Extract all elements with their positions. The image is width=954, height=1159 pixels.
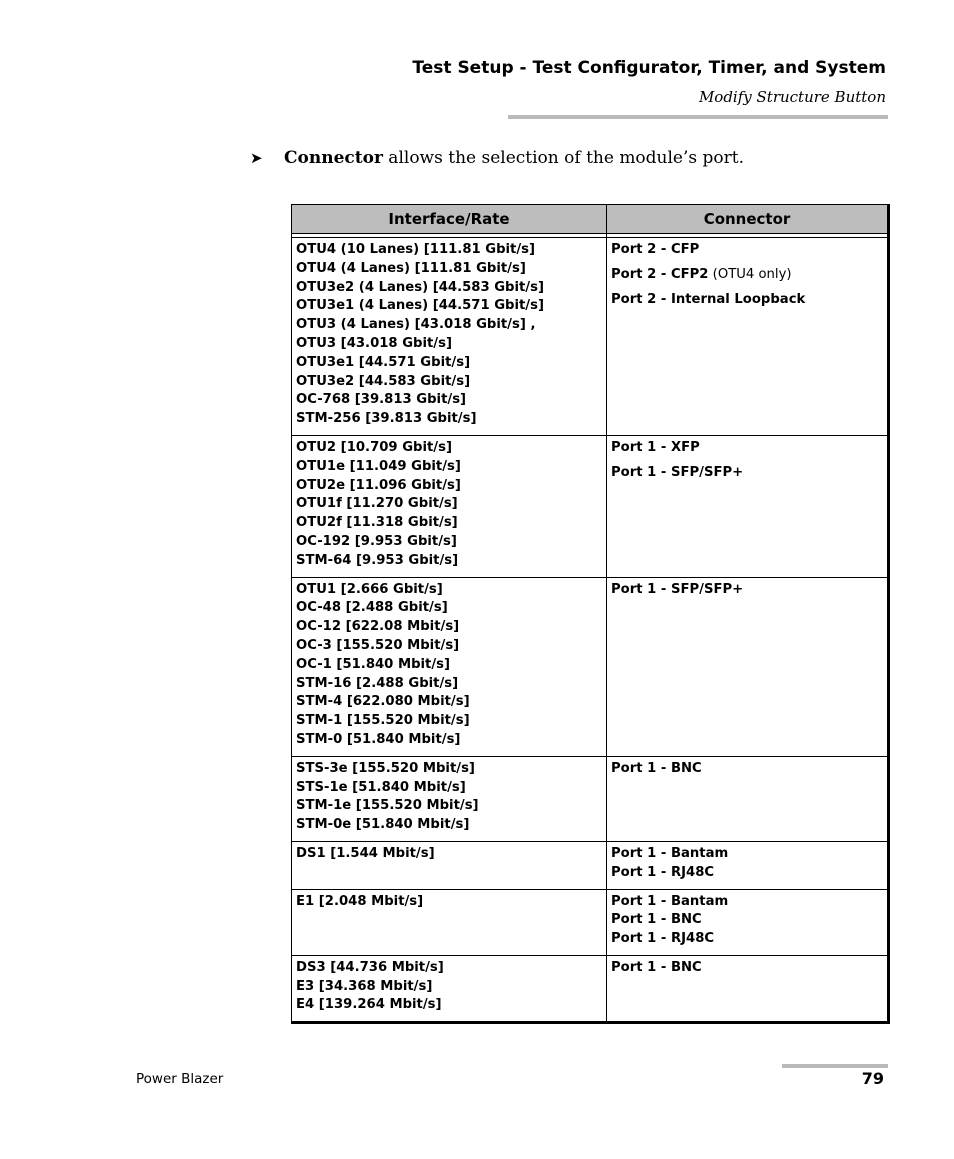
interface-rate-item: STS-3e [155.520 Mbit/s] [296, 760, 475, 776]
column-header-connector: Connector [607, 205, 889, 234]
interface-rate-item: STS-1e [51.840 Mbit/s] [296, 779, 466, 795]
table-body [292, 238, 889, 1023]
footer-product-name: Power Blazer [136, 1071, 224, 1087]
connector-item [611, 241, 883, 260]
interface-rate-item: OTU1e [11.049 Gbit/s] [296, 458, 461, 474]
connector-label: Port 2 - CFP [611, 242, 700, 257]
interface-rate-item: OTU2e [11.096 Gbit/s] [296, 477, 461, 493]
table-header-row [292, 205, 889, 234]
connector-item [611, 893, 883, 912]
interface-rate-item: OC-768 [39.813 Gbit/s] [296, 392, 467, 408]
connector-cell [607, 756, 889, 841]
connector-label: Port 1 - Bantam [611, 845, 729, 861]
interface-rate-item: OTU4 (4 Lanes) [111.81 Gbit/s] [296, 260, 526, 276]
interface-rate-item: STM-1e [155.520 Mbit/s] [296, 798, 479, 814]
interface-rate-item: OTU3e2 (4 Lanes) [44.583 Gbit/s] [296, 279, 544, 295]
interface-rate-item: STM-64 [9.953 Gbit/s] [296, 552, 459, 568]
interface-rate-item: OTU1f [11.270 Gbit/s] [296, 496, 458, 512]
interface-rate-item: STM-16 [2.488 Gbit/s] [296, 675, 459, 691]
connector-cell [607, 577, 889, 756]
interface-rate-item: OTU2 [10.709 Gbit/s] [296, 439, 452, 455]
interface-rate-item: STM-0 [51.840 Mbit/s] [296, 731, 461, 747]
interface-rate-item: OC-1 [51.840 Mbit/s] [296, 656, 451, 672]
table-row [292, 577, 889, 756]
connector-label: Port 1 - RJ48C [611, 931, 715, 947]
interface-rate-item: STM-256 [39.813 Gbit/s] [296, 411, 477, 427]
connector-label: Port 1 - SFP/SFP+ [611, 581, 744, 597]
interface-rate-item: OTU1 [2.666 Gbit/s] [296, 581, 443, 597]
interface-rate-item: DS3 [44.736 Mbit/s] [296, 959, 444, 975]
interface-rate-item: OC-48 [2.488 Gbit/s] [296, 600, 448, 616]
interface-rate-item: E3 [34.368 Mbit/s] [296, 978, 433, 994]
column-header-interface-rate: Interface/Rate [292, 205, 607, 234]
connector-item [611, 959, 883, 978]
interface-rate-cell [292, 889, 607, 955]
interface-rate-item: E4 [139.264 Mbit/s] [296, 997, 442, 1013]
interface-rate-item: OTU3e2 [44.583 Gbit/s] [296, 373, 471, 389]
connector-label: Port 1 - BNC [611, 760, 702, 776]
connector-label: Port 2 - CFP2 [611, 266, 709, 282]
connector-item [611, 464, 883, 483]
connector-cell [607, 955, 889, 1022]
connector-item [611, 845, 883, 864]
interface-rate-cell [292, 756, 607, 841]
bullet-term: Connector [284, 148, 383, 168]
connector-label: Port 2 - Internal Loopback [611, 291, 806, 307]
page-number: 79 [861, 1069, 884, 1088]
connector-label: Port 1 - XFP [611, 439, 700, 455]
interface-rate-item: OTU4 (10 Lanes) [111.81 Gbit/s] [296, 242, 536, 257]
connector-label: Port 1 - Bantam [611, 893, 729, 909]
connector-label: Port 1 - SFP/SFP+ [611, 464, 744, 480]
page-header-title: Test Setup - Test Configurator, Timer, and System [412, 58, 886, 78]
connector-label: Port 1 - BNC [611, 959, 702, 975]
bullet-paragraph [250, 148, 744, 168]
interface-rate-item: OTU3e1 [44.571 Gbit/s] [296, 354, 471, 370]
table-row [292, 841, 889, 889]
connector-item [611, 911, 883, 930]
connector-note: (OTU4 only) [708, 266, 792, 282]
interface-rate-item: OC-3 [155.520 Mbit/s] [296, 637, 460, 653]
footer-divider [782, 1064, 888, 1068]
interface-rate-item: DS1 [1.544 Mbit/s] [296, 845, 435, 861]
table-row [292, 435, 889, 577]
page-header-subtitle: Modify Structure Button [698, 88, 886, 106]
interface-rate-item: STM-0e [51.840 Mbit/s] [296, 817, 470, 833]
connector-label: Port 1 - RJ48C [611, 864, 715, 880]
connector-item [611, 864, 883, 883]
interface-rate-item: STM-4 [622.080 Mbit/s] [296, 694, 470, 710]
interface-rate-item: OC-192 [9.953 Gbit/s] [296, 533, 457, 549]
bullet-text: allows the selection of the module’s port. [382, 148, 745, 168]
connector-cell [607, 889, 889, 955]
connector-label: Port 1 - BNC [611, 912, 702, 928]
connector-item [611, 930, 883, 949]
interface-rate-cell [292, 577, 607, 756]
interface-rate-cell [292, 955, 607, 1022]
connector-cell [607, 841, 889, 889]
header-divider [508, 115, 888, 119]
table-row [292, 955, 889, 1022]
interface-rate-item: OTU3e1 (4 Lanes) [44.571 Gbit/s] [296, 298, 544, 314]
connector-cell [607, 238, 889, 436]
interface-rate-item: OTU3 (4 Lanes) [43.018 Gbit/s] , [296, 317, 536, 333]
table-row [292, 756, 889, 841]
connector-item [611, 266, 883, 285]
interface-rate-cell [292, 841, 607, 889]
arrow-bullet-icon: ➤ [250, 149, 263, 167]
interface-rate-item: OTU2f [11.318 Gbit/s] [296, 515, 458, 531]
interface-rate-item: E1 [2.048 Mbit/s] [296, 893, 424, 909]
interface-rate-item: OTU3 [43.018 Gbit/s] [296, 335, 452, 351]
connector-cell [607, 435, 889, 577]
interface-rate-item: OC-12 [622.08 Mbit/s] [296, 619, 460, 635]
connector-table [291, 204, 890, 1024]
connector-item [611, 760, 883, 779]
connector-item [611, 581, 883, 600]
table-row [292, 238, 889, 436]
interface-rate-cell [292, 238, 607, 436]
table-row [292, 889, 889, 955]
interface-rate-cell [292, 435, 607, 577]
connector-item [611, 439, 883, 458]
interface-rate-item: STM-1 [155.520 Mbit/s] [296, 713, 470, 729]
connector-item [611, 291, 883, 310]
